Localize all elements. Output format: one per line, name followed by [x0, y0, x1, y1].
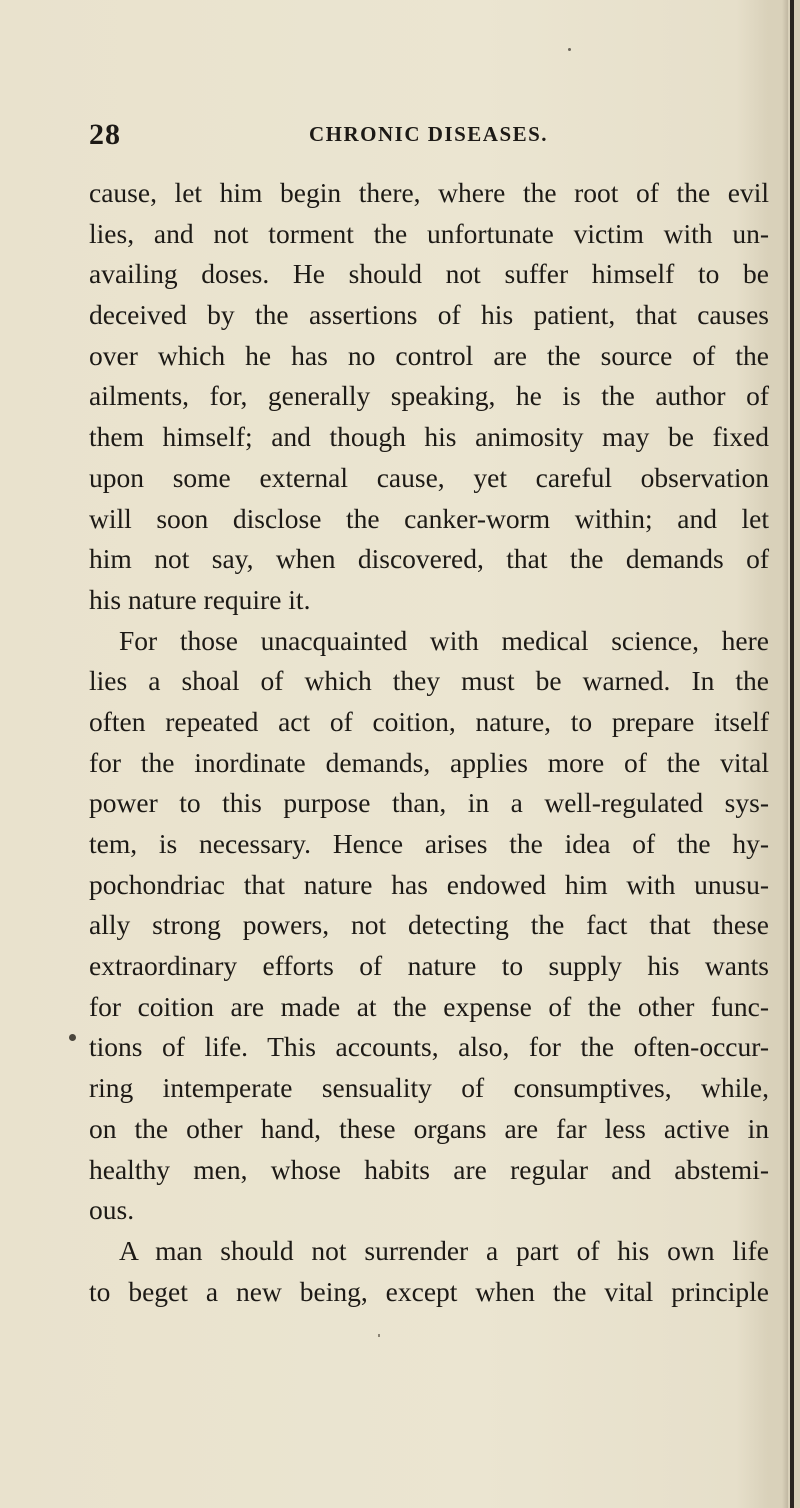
- text-line: for coition are made at the expense of the other func-: [89, 990, 769, 1022]
- paragraph-start-line: A man should not surrender a part of his own life: [119, 1234, 769, 1266]
- page-gutter-shadow: [782, 0, 788, 1508]
- text-line: tions of life. This accounts, also, for the often-occur-: [89, 1031, 769, 1063]
- text-line: upon some external cause, yet careful observation: [89, 461, 769, 493]
- text-line: tem, is necessary. Hence arises the idea of the hy-: [89, 828, 769, 859]
- page-header: [89, 118, 769, 158]
- text-line: power to this purpose than, in a well-regulated sys-: [89, 787, 769, 819]
- text-line: over which he has no control are the source of the: [89, 339, 769, 371]
- text-line: healthy men, whose habits are regular and abstemi-: [89, 1153, 769, 1185]
- text-line: ring intemperate sensuality of consumptives, while,: [89, 1072, 769, 1104]
- text-line: to beget a new being, except when the vital principle: [89, 1275, 769, 1307]
- text-line: lies a shoal of which they must be warned. In the: [89, 665, 769, 697]
- margin-ink-mark: [69, 1034, 76, 1041]
- paper-speck: [378, 1334, 380, 1337]
- text-line: for the inordinate demands, applies more of the vital: [89, 746, 769, 778]
- running-head: CHRONIC DISEASES.: [309, 122, 549, 146]
- text-line: ally strong powers, not detecting the fact that these: [89, 909, 769, 941]
- body-text: [89, 173, 769, 1312]
- text-line: deceived by the assertions of his patient, that causes: [89, 299, 769, 331]
- text-line: often repeated act of coition, nature, to prepare itself: [89, 705, 769, 737]
- text-line: lies, and not torment the unfortunate victim with un-: [89, 217, 769, 249]
- paragraph-end-line: ous.: [89, 1194, 135, 1226]
- text-line: ailments, for, generally speaking, he is the author of: [89, 380, 769, 412]
- text-line: pochondriac that nature has endowed him with unusu-: [89, 868, 769, 900]
- text-line: him not say, when discovered, that the demands of: [89, 543, 769, 575]
- text-line: availing doses. He should not suffer himself to be: [89, 258, 769, 290]
- text-line: them himself; and though his animosity may be fixed: [89, 421, 769, 453]
- text-line: will soon disclose the canker-worm within; and let: [89, 502, 769, 534]
- text-line: cause, let him begin there, where the root of the evil: [89, 177, 769, 208]
- page-edge-margin: [794, 0, 800, 1508]
- text-line: on the other hand, these organs are far less active in: [89, 1112, 769, 1144]
- page-number: 28: [89, 118, 121, 151]
- paper-speck: [568, 48, 571, 51]
- paragraph-end-line: his nature require it.: [89, 583, 311, 615]
- text-line: extraordinary efforts of nature to supply his wants: [89, 950, 769, 982]
- paragraph-start-line: For those unacquainted with medical science, here: [119, 624, 769, 656]
